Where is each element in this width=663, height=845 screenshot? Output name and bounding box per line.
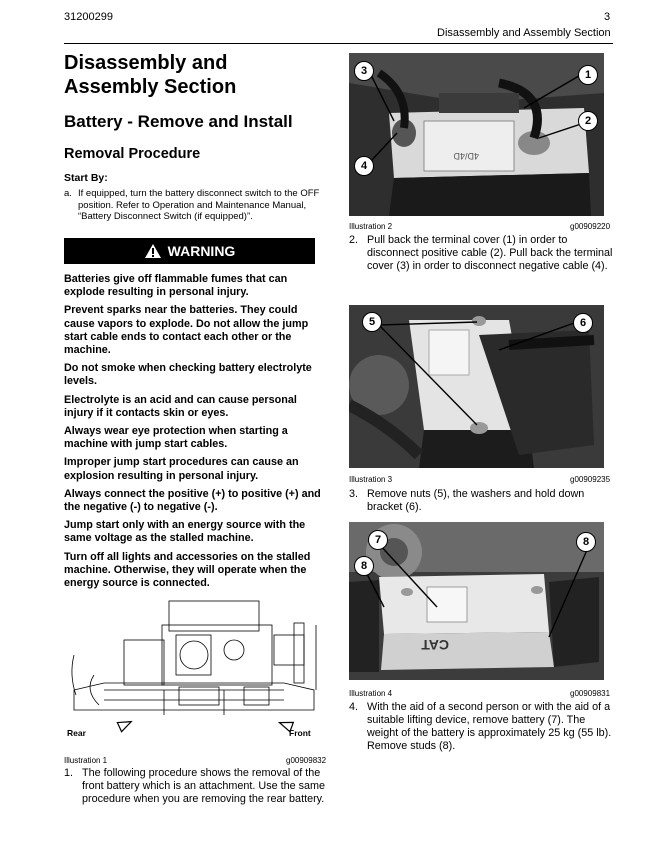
illustration-3-code: g00909235 xyxy=(570,475,611,484)
illustration-2-code: g00909220 xyxy=(570,222,611,231)
header-rule xyxy=(64,43,613,44)
page-title-line2: Assembly Section xyxy=(64,76,237,98)
illustration-4-code: g00909831 xyxy=(570,689,611,698)
page-number: 3 xyxy=(604,11,611,23)
illustration-1-caption: Illustration 1 xyxy=(64,756,108,765)
start-by-label: Start By: xyxy=(64,172,108,184)
start-by-marker: a. xyxy=(64,188,72,199)
warning-text xyxy=(64,273,322,595)
warning-triangle-icon xyxy=(144,243,162,259)
section-subtitle: Battery - Remove and Install xyxy=(64,112,293,131)
warning-banner xyxy=(64,238,315,264)
illustration-4-photo xyxy=(349,522,604,680)
callout-4: 4 xyxy=(354,156,374,176)
step-4-number: 4. xyxy=(349,701,359,713)
callout-7: 7 xyxy=(368,530,388,550)
step-3 xyxy=(349,488,613,518)
document-number: 31200299 xyxy=(64,11,113,23)
illustration-3-photo xyxy=(349,305,604,468)
warning-label: WARNING xyxy=(167,243,236,259)
procedure-title: Removal Procedure xyxy=(64,146,201,162)
step-2 xyxy=(349,234,613,289)
warning-paragraph: Turn off all lights and accessories on the stalled machine. Otherwise, they will operate when the energy source is connected. xyxy=(64,550,311,590)
step-4-text: With the aid of a second person or with the aid of a suitable lifting device, remove battery (7). The weight of the battery is approximately 25 kg (55 lb). Remove studs (8). xyxy=(367,701,612,752)
battery-label-text: 4D/4D xyxy=(453,151,479,161)
page-title-line1: Disassembly and xyxy=(64,52,228,74)
step-1-number: 1. xyxy=(64,767,74,779)
illustration-3-caption: Illustration 3 xyxy=(349,475,393,484)
callout-2: 2 xyxy=(578,111,598,131)
callout-8-left: 8 xyxy=(354,556,374,576)
warning-paragraph: Batteries give off flammable fumes that can explode resulting in personal injury. xyxy=(64,273,288,299)
illustration-1-drawing xyxy=(64,595,326,745)
start-by-text: If equipped, turn the battery disconnect switch to the OFF position. Refer to Operation and Maintenance Manual, “Battery Disconnect Switch (if equipped)”. xyxy=(78,188,320,222)
warning-paragraph: Always wear eye protection when starting a machine with jump start cables. xyxy=(64,425,288,451)
warning-paragraph: Do not smoke when checking battery electrolyte levels. xyxy=(64,362,312,388)
warning-paragraph: Jump start only with an energy source with the same voltage as the stalled machine. xyxy=(64,519,306,545)
step-2-text: Pull back the terminal cover (1) in order to disconnect positive cable (2). Pull back the terminal cover (3) in order to disconnect negative cable (4). xyxy=(367,234,613,272)
step-4 xyxy=(349,701,613,761)
running-section-title: Disassembly and Assembly Section xyxy=(437,27,611,39)
callout-6: 6 xyxy=(573,313,593,333)
illustration-4-caption: Illustration 4 xyxy=(349,689,393,698)
step-1 xyxy=(64,767,330,807)
callout-3: 3 xyxy=(354,61,374,81)
step-1-text: The following procedure shows the removal of the front battery which is an attachment. Use the same procedure when you are removing the rear battery. xyxy=(82,767,326,805)
callout-8-right: 8 xyxy=(576,532,596,552)
step-2-number: 2. xyxy=(349,234,359,246)
illustration-1-code: g00909832 xyxy=(286,756,327,765)
battery-brand-text: CAT xyxy=(421,637,449,653)
warning-paragraph: Always connect the positive (+) to positive (+) and the negative (-) to negative (-). xyxy=(64,487,321,514)
front-label: Front xyxy=(289,728,311,738)
warning-paragraph: Electrolyte is an acid and can cause personal injury if it contacts skin or eyes. xyxy=(64,393,297,419)
callout-5: 5 xyxy=(362,312,382,332)
rear-label: Rear xyxy=(67,728,86,738)
warning-paragraph: Prevent sparks near the batteries. They could cause vapors to explode. Do not allow the jump start cable ends to contact each other or the machine. xyxy=(64,304,309,357)
illustration-2-caption: Illustration 2 xyxy=(349,222,393,231)
illustration-2-photo xyxy=(349,53,604,216)
step-3-number: 3. xyxy=(349,488,359,500)
callout-1: 1 xyxy=(578,65,598,85)
warning-paragraph: Improper jump start procedures can cause an explosion resulting in personal injury. xyxy=(64,456,299,482)
step-3-text: Remove nuts (5), the washers and hold down bracket (6). xyxy=(367,488,585,513)
